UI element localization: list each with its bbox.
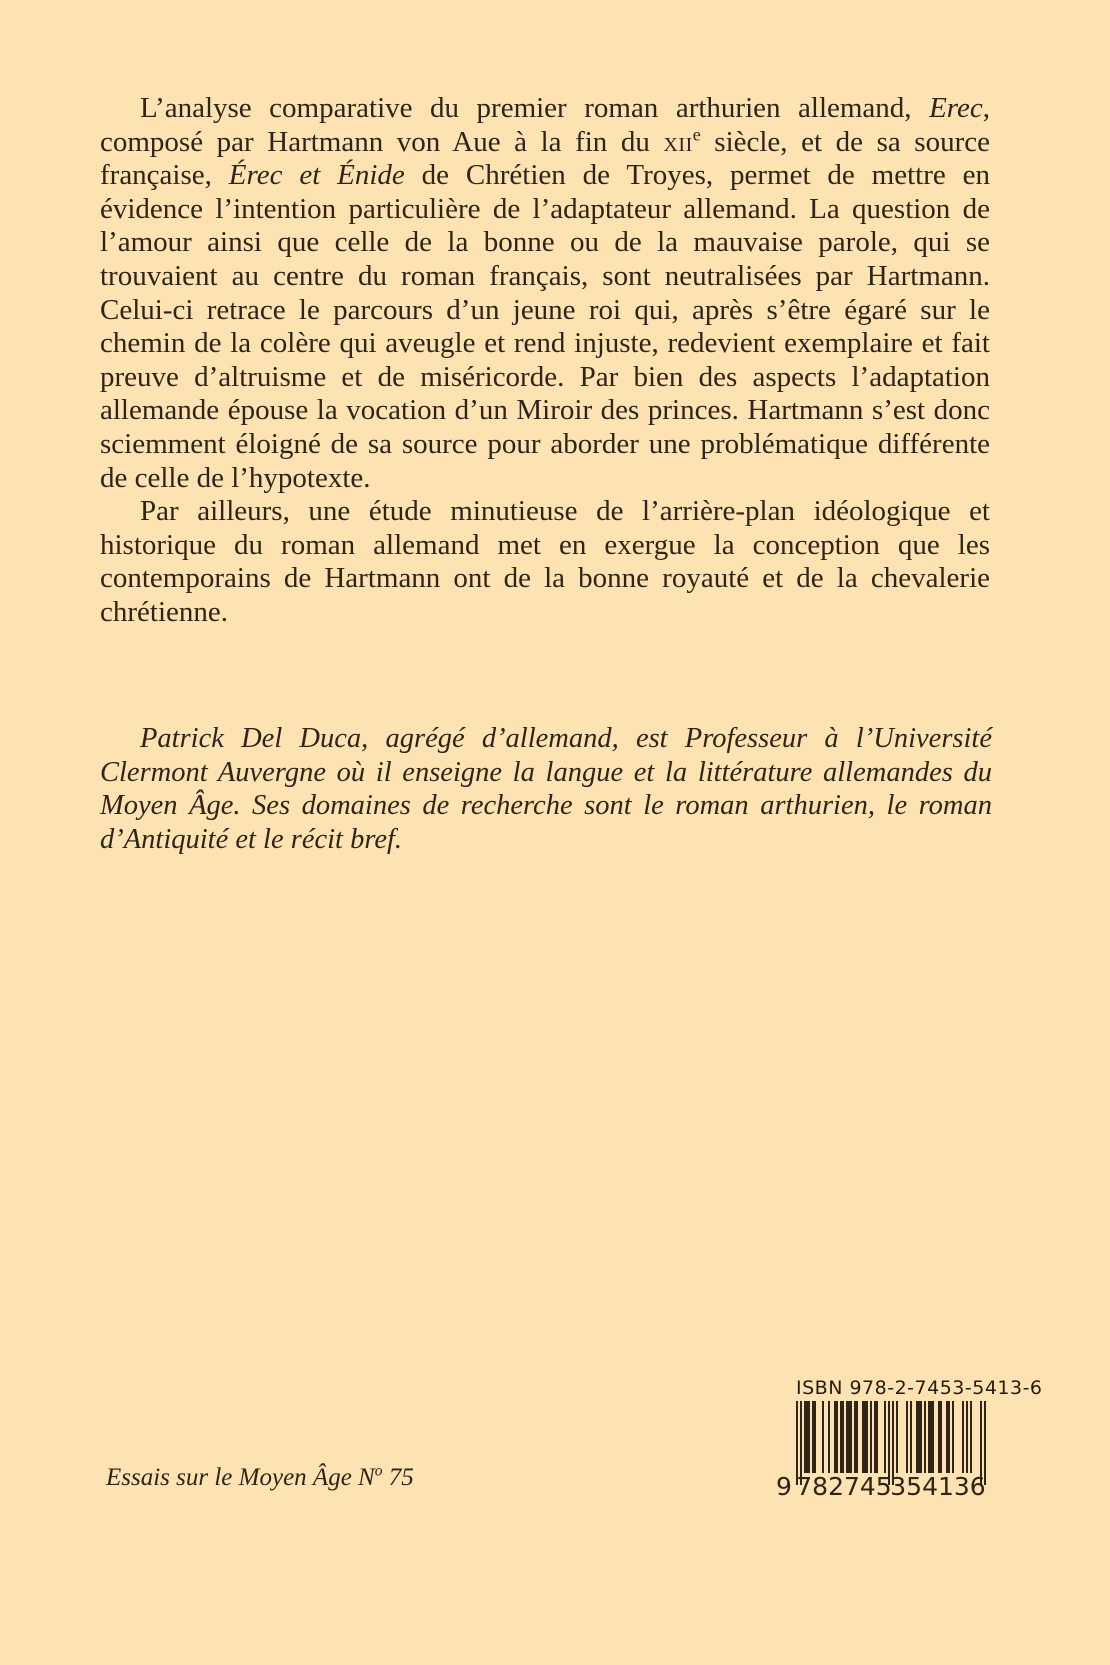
barcode-block (776, 1377, 1043, 1498)
barcode-digit-group: 9 (776, 1472, 792, 1498)
isbn-label: ISBN 978-2-7453-5413-6 (796, 1377, 1043, 1399)
series-label: Essais sur le Moyen Âge $N^o$ 75 (106, 1462, 414, 1491)
barcode-digit-group: 782745 (796, 1472, 892, 1498)
ean13-barcode (776, 1401, 988, 1498)
synopsis-paragraph-2: Par ailleurs, une étude minutieuse de l’arrière-plan idéologique et historique du roman allemand met en exergue la conception que les contemporains de Hartmann ont de la bonne royauté et de la chevalerie chrétienne. (100, 495, 990, 628)
synopsis-paragraph-1: L’analyse comparative du premier roman arthurien allemand, Erec, composé par Hartmann von Aue à la fin du xii$^e$ siècle, et de sa source française, Érec et Énide de Chrétien de Troyes, permet de mettre en évidence l’intention particulière de l’adaptateur allemand. La question de l’amour ainsi que celle de la bonne ou de la mauvaise parole, qui se trouvaient au centre du roman français, sont neutralisées par Hartmann. Celui-ci retrace le parcours d’un jeune roi qui, après s’être égaré sur le chemin de la colère qui aveugle et rend injuste, redevient exemplaire et fait preuve d’altruisme et de miséricorde. Par bien des aspects l’adaptation allemande épouse la vocation d’un Miroir des princes. Hartmann s’est donc sciemment éloigné de sa source pour aborder une problématique différente de celle de l’hypotexte. (100, 92, 990, 494)
barcode-digit-group: 354136 (890, 1472, 986, 1498)
author-bio: Patrick Del Duca, agrégé d’allemand, est Professeur à l’Université Clermont Auvergne où il enseigne la langue et la littérature allemandes du Moyen Âge. Ses domaines de recherche sont le roman arthurien, le roman d’Antiquité et le récit bref. (100, 723, 992, 855)
synopsis (100, 92, 990, 630)
